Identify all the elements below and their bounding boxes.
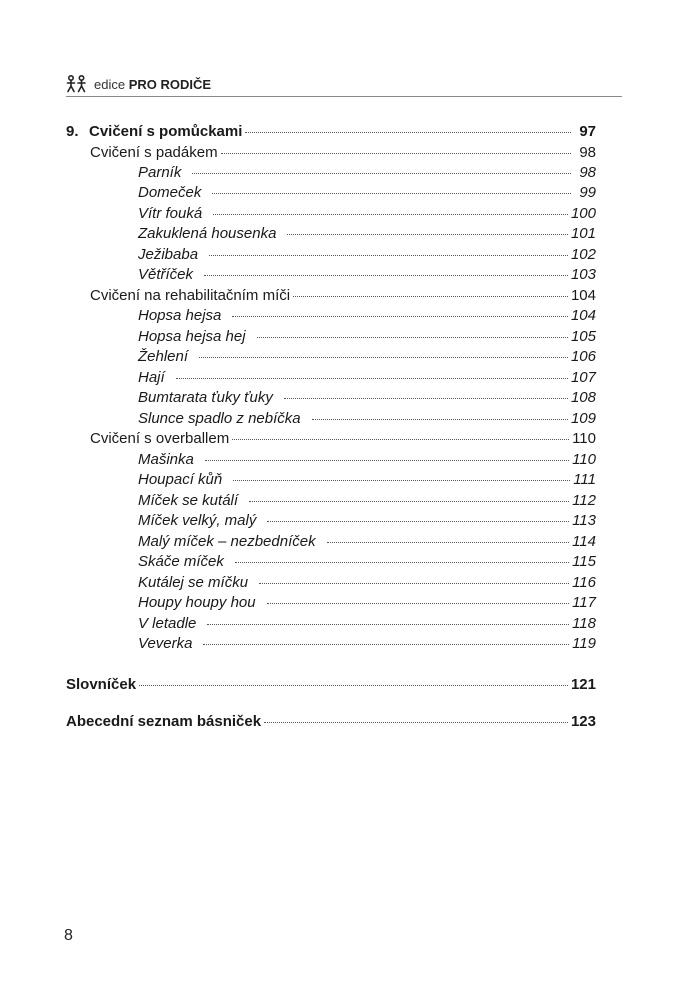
back-matter-page: 121 — [570, 676, 596, 693]
item-title: Hají — [138, 369, 165, 386]
toc-item[interactable] — [138, 533, 596, 551]
dot-leader — [232, 316, 568, 317]
item-page: 114 — [572, 533, 596, 550]
toc-section[interactable] — [90, 430, 596, 448]
dot-leader — [312, 419, 568, 420]
item-title: Míček velký, malý — [138, 512, 257, 529]
dot-leader — [267, 521, 569, 522]
dot-leader — [199, 357, 568, 358]
section-page: 98 — [579, 144, 596, 161]
item-title: Větříček — [138, 266, 194, 283]
item-title: V letadle — [138, 615, 197, 632]
item-title: Houpací kůň — [138, 471, 223, 488]
item-page: 105 — [570, 328, 596, 345]
toc-item[interactable] — [138, 184, 596, 202]
item-title: Veverka — [138, 635, 193, 652]
item-page: 102 — [570, 246, 596, 263]
dot-leader — [212, 193, 571, 194]
series-name: PRO RODIČE — [128, 77, 212, 92]
item-title: Hopsa hejsa — [138, 307, 222, 324]
toc-item[interactable] — [138, 512, 596, 530]
item-page: 107 — [570, 369, 596, 386]
item-title: Žehlení — [138, 348, 189, 365]
item-title: Parník — [138, 164, 182, 181]
item-page: 113 — [572, 512, 596, 529]
toc-item[interactable] — [138, 574, 596, 592]
toc-item[interactable] — [138, 328, 596, 346]
dot-leader — [257, 337, 568, 338]
toc-item[interactable] — [138, 594, 596, 612]
dot-leader — [203, 644, 569, 645]
back-matter-title: Abecední seznam básniček — [66, 713, 262, 730]
toc-item[interactable] — [138, 410, 596, 428]
chapter-number: 9. — [66, 123, 79, 140]
section-title: Cvičení s overballem — [90, 430, 230, 447]
item-page: 110 — [572, 451, 596, 468]
dot-leader — [245, 132, 571, 133]
item-page: 101 — [570, 225, 596, 242]
children-figures-icon — [66, 75, 88, 93]
dot-leader — [233, 480, 570, 481]
toc-item[interactable] — [138, 246, 596, 264]
item-title: Kutálej se míčku — [138, 574, 249, 591]
item-title: Slunce spadlo z nebíčka — [138, 410, 301, 427]
toc-item[interactable] — [138, 307, 596, 325]
dot-leader — [209, 255, 568, 256]
dot-leader — [176, 378, 568, 379]
item-page: 115 — [572, 553, 596, 570]
item-page: 116 — [572, 574, 596, 591]
running-header — [66, 74, 622, 97]
item-title: Malý míček – nezbedníček — [138, 533, 316, 550]
item-title: Míček se kutálí — [138, 492, 239, 509]
dot-leader — [192, 173, 571, 174]
dot-leader — [293, 296, 568, 297]
toc-item[interactable] — [138, 348, 596, 366]
dot-leader — [213, 214, 568, 215]
toc-section[interactable] — [90, 144, 596, 162]
item-page: 98 — [579, 164, 596, 181]
item-page: 118 — [572, 615, 596, 632]
toc-chapter[interactable] — [66, 123, 596, 141]
back-matter-page: 123 — [570, 713, 596, 730]
toc-item[interactable] — [138, 451, 596, 469]
toc-chapter-label — [66, 123, 242, 141]
toc-item[interactable] — [138, 615, 596, 633]
item-title: Mašinka — [138, 451, 194, 468]
item-page: 109 — [570, 410, 596, 427]
dot-leader — [221, 153, 571, 154]
dot-leader — [284, 398, 568, 399]
dot-leader — [232, 439, 569, 440]
toc-item[interactable] — [138, 553, 596, 571]
item-page: 111 — [573, 471, 596, 488]
toc-item[interactable] — [138, 369, 596, 387]
dot-leader — [264, 722, 568, 723]
toc-item[interactable] — [138, 492, 596, 510]
toc-item[interactable] — [138, 205, 596, 223]
series-prefix: edice — [94, 77, 126, 92]
item-page: 103 — [570, 266, 596, 283]
item-page: 117 — [572, 594, 596, 611]
section-title: Cvičení na rehabilitačním míči — [90, 287, 291, 304]
page-number: 8 — [64, 927, 73, 944]
section-title: Cvičení s padákem — [90, 144, 218, 161]
dot-leader — [267, 603, 569, 604]
item-page: 100 — [570, 205, 596, 222]
dot-leader — [327, 542, 569, 543]
chapter-title: Cvičení s pomůckami — [89, 123, 243, 140]
series-title — [94, 77, 211, 92]
item-title: Vítr fouká — [138, 205, 203, 222]
back-matter-title: Slovníček — [66, 676, 137, 693]
toc-item[interactable] — [138, 635, 596, 653]
dot-leader — [249, 501, 569, 502]
dot-leader — [235, 562, 569, 563]
item-title: Domeček — [138, 184, 202, 201]
item-title: Bumtarata ťuky ťuky — [138, 389, 273, 406]
dot-leader — [204, 275, 568, 276]
dot-leader — [287, 234, 568, 235]
dot-leader — [139, 685, 568, 686]
dot-leader — [205, 460, 569, 461]
chapter-page: 97 — [579, 123, 596, 140]
toc-glossary[interactable] — [66, 676, 596, 694]
item-page: 108 — [570, 389, 596, 406]
item-title: Zakuklená housenka — [138, 225, 277, 242]
toc-section[interactable] — [90, 287, 596, 305]
item-page: 119 — [572, 635, 596, 652]
item-page: 106 — [570, 348, 596, 365]
toc-item[interactable] — [138, 225, 596, 243]
toc-item[interactable] — [138, 471, 596, 489]
toc-poem-index[interactable] — [66, 713, 596, 731]
toc-item[interactable] — [138, 164, 596, 182]
item-page: 104 — [570, 307, 596, 324]
section-page: 110 — [572, 430, 596, 447]
toc-item[interactable] — [138, 266, 596, 284]
item-title: Houpy houpy hou — [138, 594, 256, 611]
section-page: 104 — [570, 287, 596, 304]
dot-leader — [259, 583, 569, 584]
item-title: Hopsa hejsa hej — [138, 328, 246, 345]
dot-leader — [207, 624, 569, 625]
item-page: 112 — [572, 492, 596, 509]
item-title: Ježibaba — [138, 246, 199, 263]
item-page: 99 — [579, 184, 596, 201]
toc-item[interactable] — [138, 389, 596, 407]
item-title: Skáče míček — [138, 553, 224, 570]
